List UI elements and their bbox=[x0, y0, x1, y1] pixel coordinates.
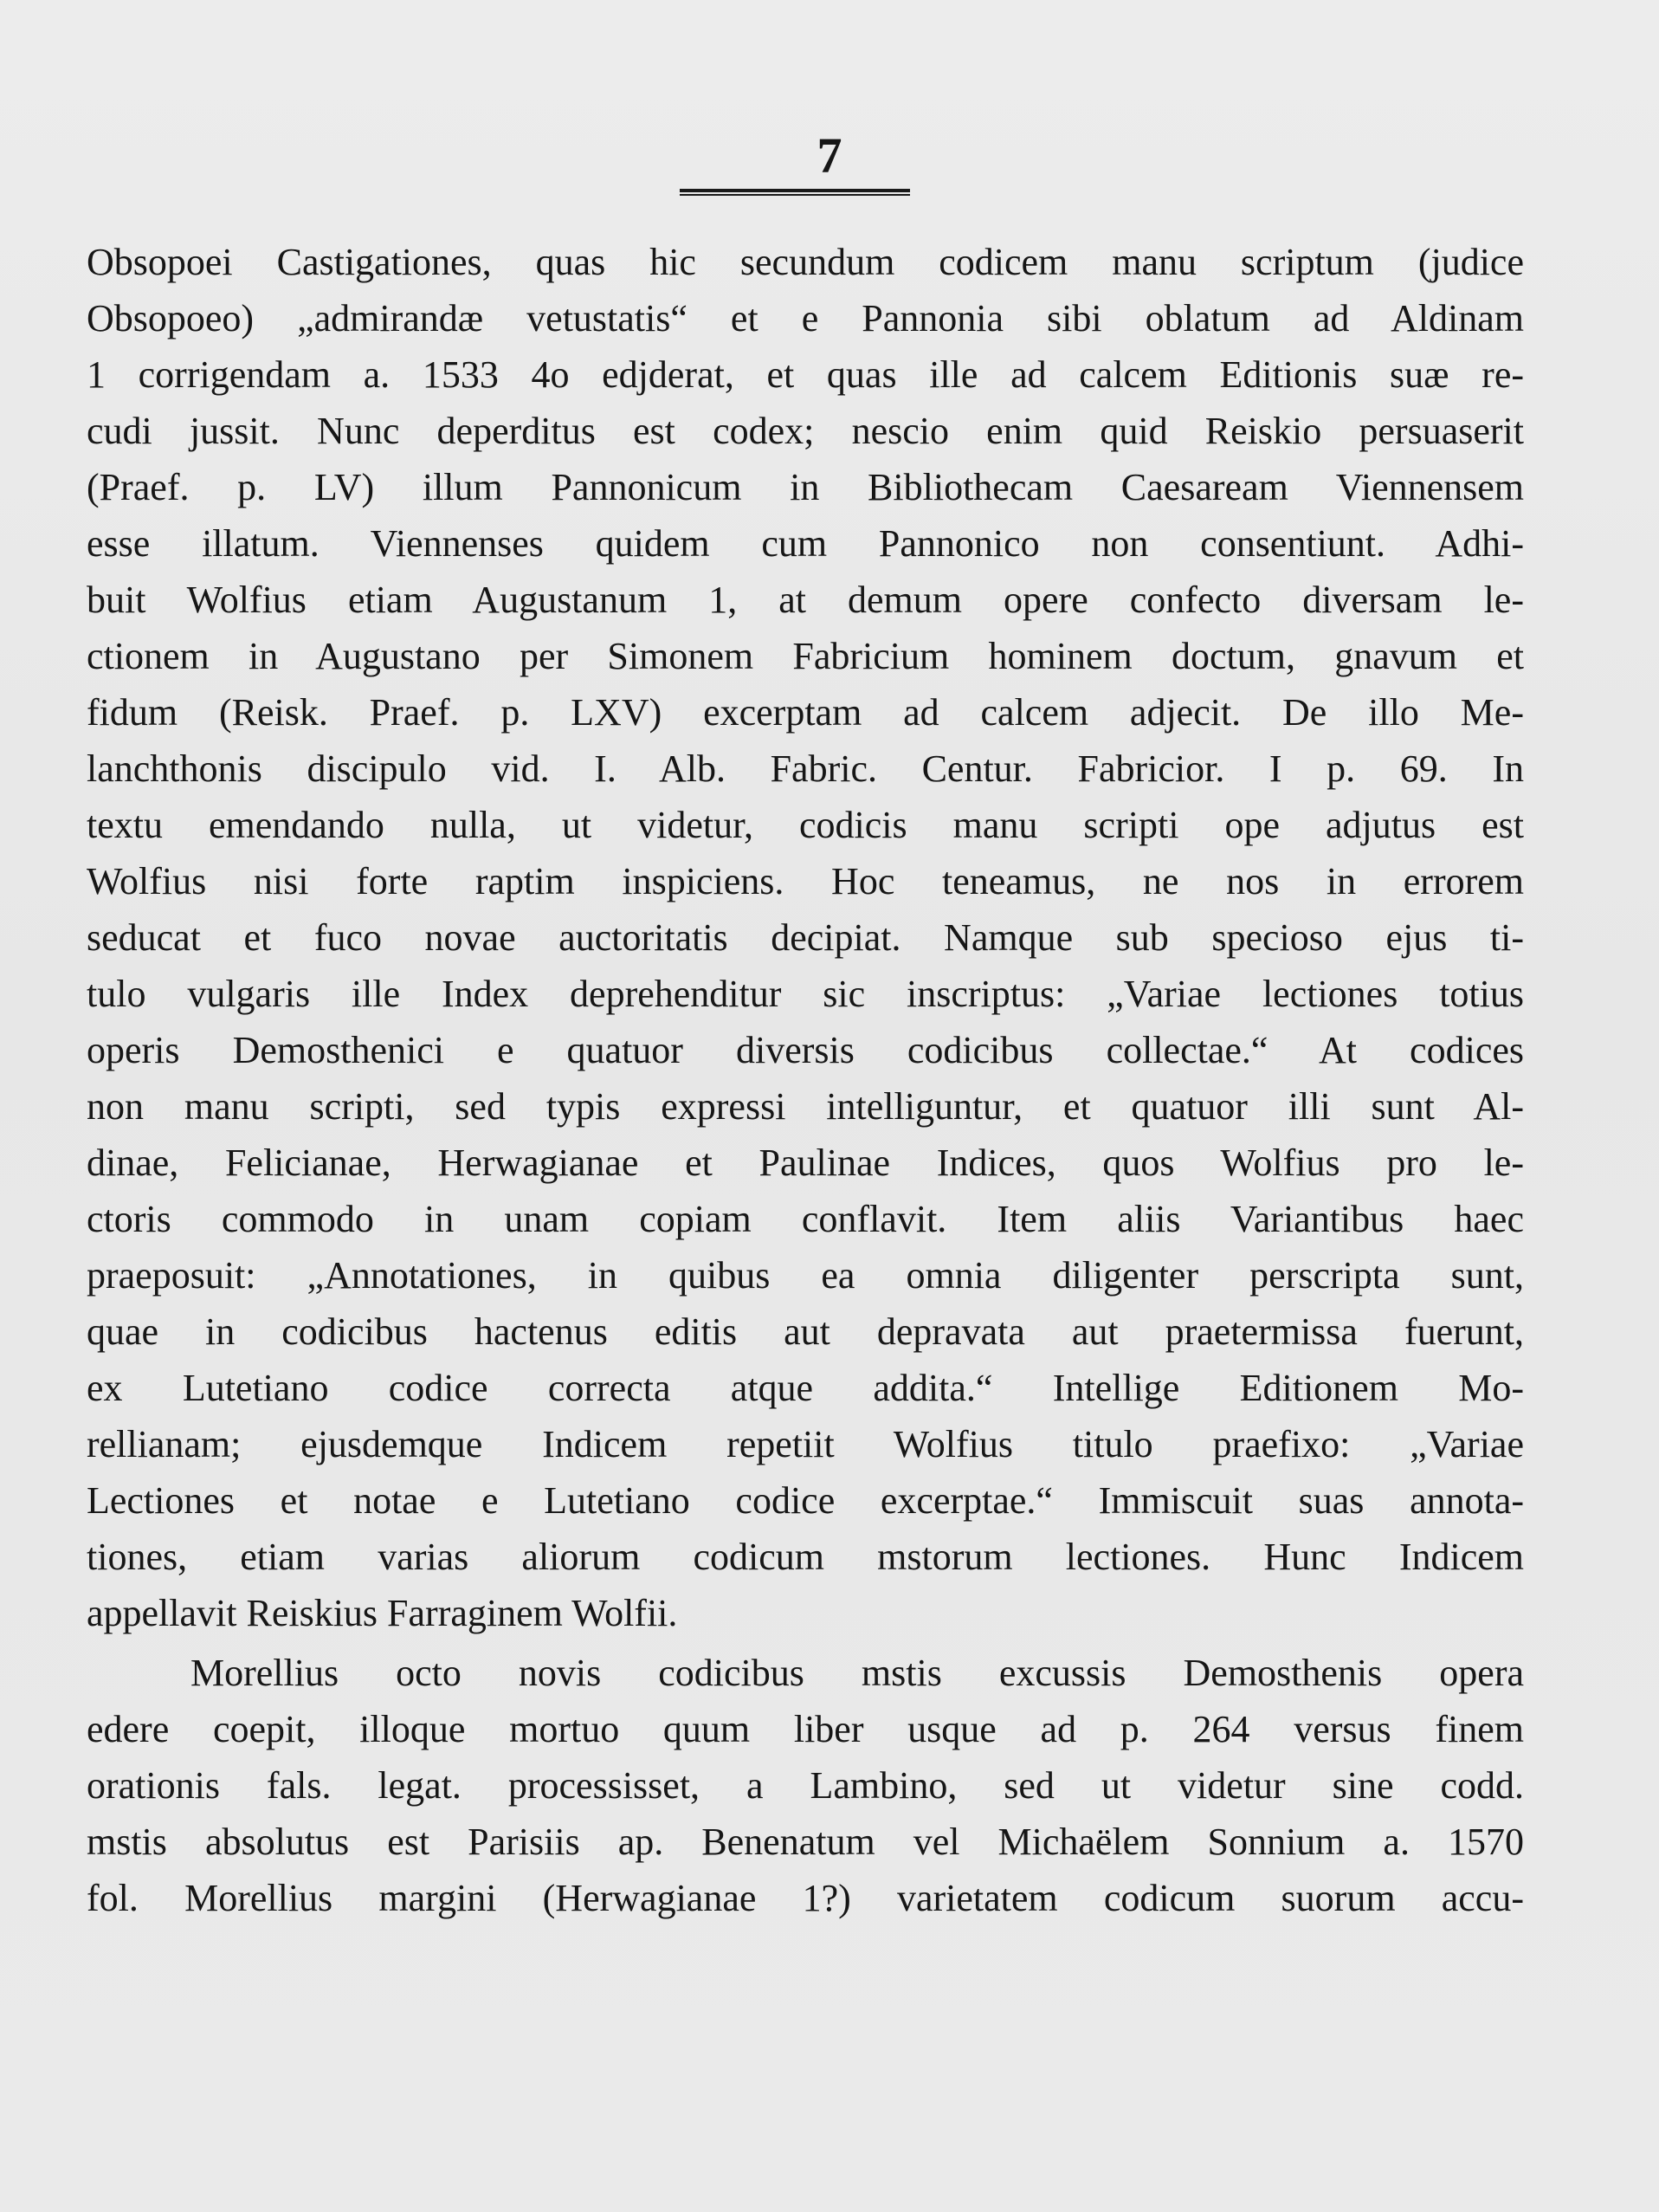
text-line: fidum (Reisk. Praef. p. LXV) excerptam ad calcem adjecit. De illo Me- bbox=[87, 691, 1524, 734]
text-line: Obsopoeo) „admirandæ vetustatis“ et e Pannonia sibi oblatum ad Aldinam bbox=[87, 297, 1524, 340]
page-number: 7 bbox=[817, 127, 842, 184]
text-line: quae in codicibus hactenus editis aut depravata aut praetermissa fuerunt, bbox=[87, 1310, 1524, 1353]
text-line: Morellius octo novis codicibus mstis excussis Demosthenis opera bbox=[190, 1652, 1524, 1694]
text-line: Wolfius nisi forte raptim inspiciens. Hoc teneamus, ne nos in errorem bbox=[87, 860, 1524, 902]
text-line: buit Wolfius etiam Augustanum 1, at demum opere confecto diversam le- bbox=[87, 579, 1524, 621]
text-line: Obsopoei Castigationes, quas hic secundum codicem manu scriptum (judice bbox=[87, 241, 1524, 283]
text-line: (Praef. p. LV) illum Pannonicum in Bibliothecam Caesaream Viennensem bbox=[87, 466, 1524, 508]
text-line: fol. Morellius margini (Herwagianae 1?) varietatem codicum suorum accu- bbox=[87, 1877, 1524, 1919]
text-line: orationis fals. legat. processisset, a Lambino, sed ut videtur sine codd. bbox=[87, 1764, 1524, 1807]
text-line: mstis absolutus est Parisiis ap. Benenatum vel Michaëlem Sonnium a. 1570 bbox=[87, 1821, 1524, 1863]
text-line: lanchthonis discipulo vid. I. Alb. Fabric. Centur. Fabricior. I p. 69. In bbox=[87, 747, 1524, 790]
text-line: cudi jussit. Nunc deperditus est codex; nescio enim quid Reiskio persuaserit bbox=[87, 410, 1524, 452]
text-line: rellianam; ejusdemque Indicem repetiit Wolfius titulo praefixo: „Variae bbox=[87, 1423, 1524, 1465]
text-line: tiones, etiam varias aliorum codicum mstorum lectiones. Hunc Indicem bbox=[87, 1536, 1524, 1578]
text-line: ex Lutetiano codice correcta atque addita.“ Intellige Editionem Mo- bbox=[87, 1367, 1524, 1409]
text-line: operis Demosthenici e quatuor diversis codicibus collectae.“ At codices bbox=[87, 1029, 1524, 1071]
text-line: ctoris commodo in unam copiam conflavit. Item aliis Variantibus haec bbox=[87, 1198, 1524, 1240]
text-line: praeposuit: „Annotationes, in quibus ea omnia diligenter perscripta sunt, bbox=[87, 1254, 1524, 1297]
text-line: Lectiones et notae e Lutetiano codice excerptae.“ Immiscuit suas annota- bbox=[87, 1479, 1524, 1522]
text-line: textu emendando nulla, ut videtur, codicis manu scripti ope adjutus est bbox=[87, 804, 1524, 846]
text-line: non manu scripti, sed typis expressi intelliguntur, et quatuor illi sunt Al- bbox=[87, 1085, 1524, 1128]
text-line: 1 corrigendam a. 1533 4o edjderat, et quas ille ad calcem Editionis suæ re- bbox=[87, 353, 1524, 396]
text-line: edere coepit, illoque mortuo quum liber usque ad p. 264 versus finem bbox=[87, 1708, 1524, 1750]
text-line: dinae, Felicianae, Herwagianae et Paulinae Indices, quos Wolfius pro le- bbox=[87, 1142, 1524, 1184]
text-line: seducat et fuco novae auctoritatis decipiat. Namque sub specioso ejus ti- bbox=[87, 916, 1524, 959]
body-text bbox=[87, 234, 1524, 1926]
header-rule bbox=[680, 189, 910, 196]
text-line: tulo vulgaris ille Index deprehenditur sic inscriptus: „Variae lectiones totius bbox=[87, 973, 1524, 1015]
text-line: ctionem in Augustano per Simonem Fabricium hominem doctum, gnavum et bbox=[87, 635, 1524, 677]
text-line: esse illatum. Viennenses quidem cum Pannonico non consentiunt. Adhi- bbox=[87, 522, 1524, 565]
text-line: appellavit Reiskius Farraginem Wolfii. bbox=[87, 1592, 678, 1634]
